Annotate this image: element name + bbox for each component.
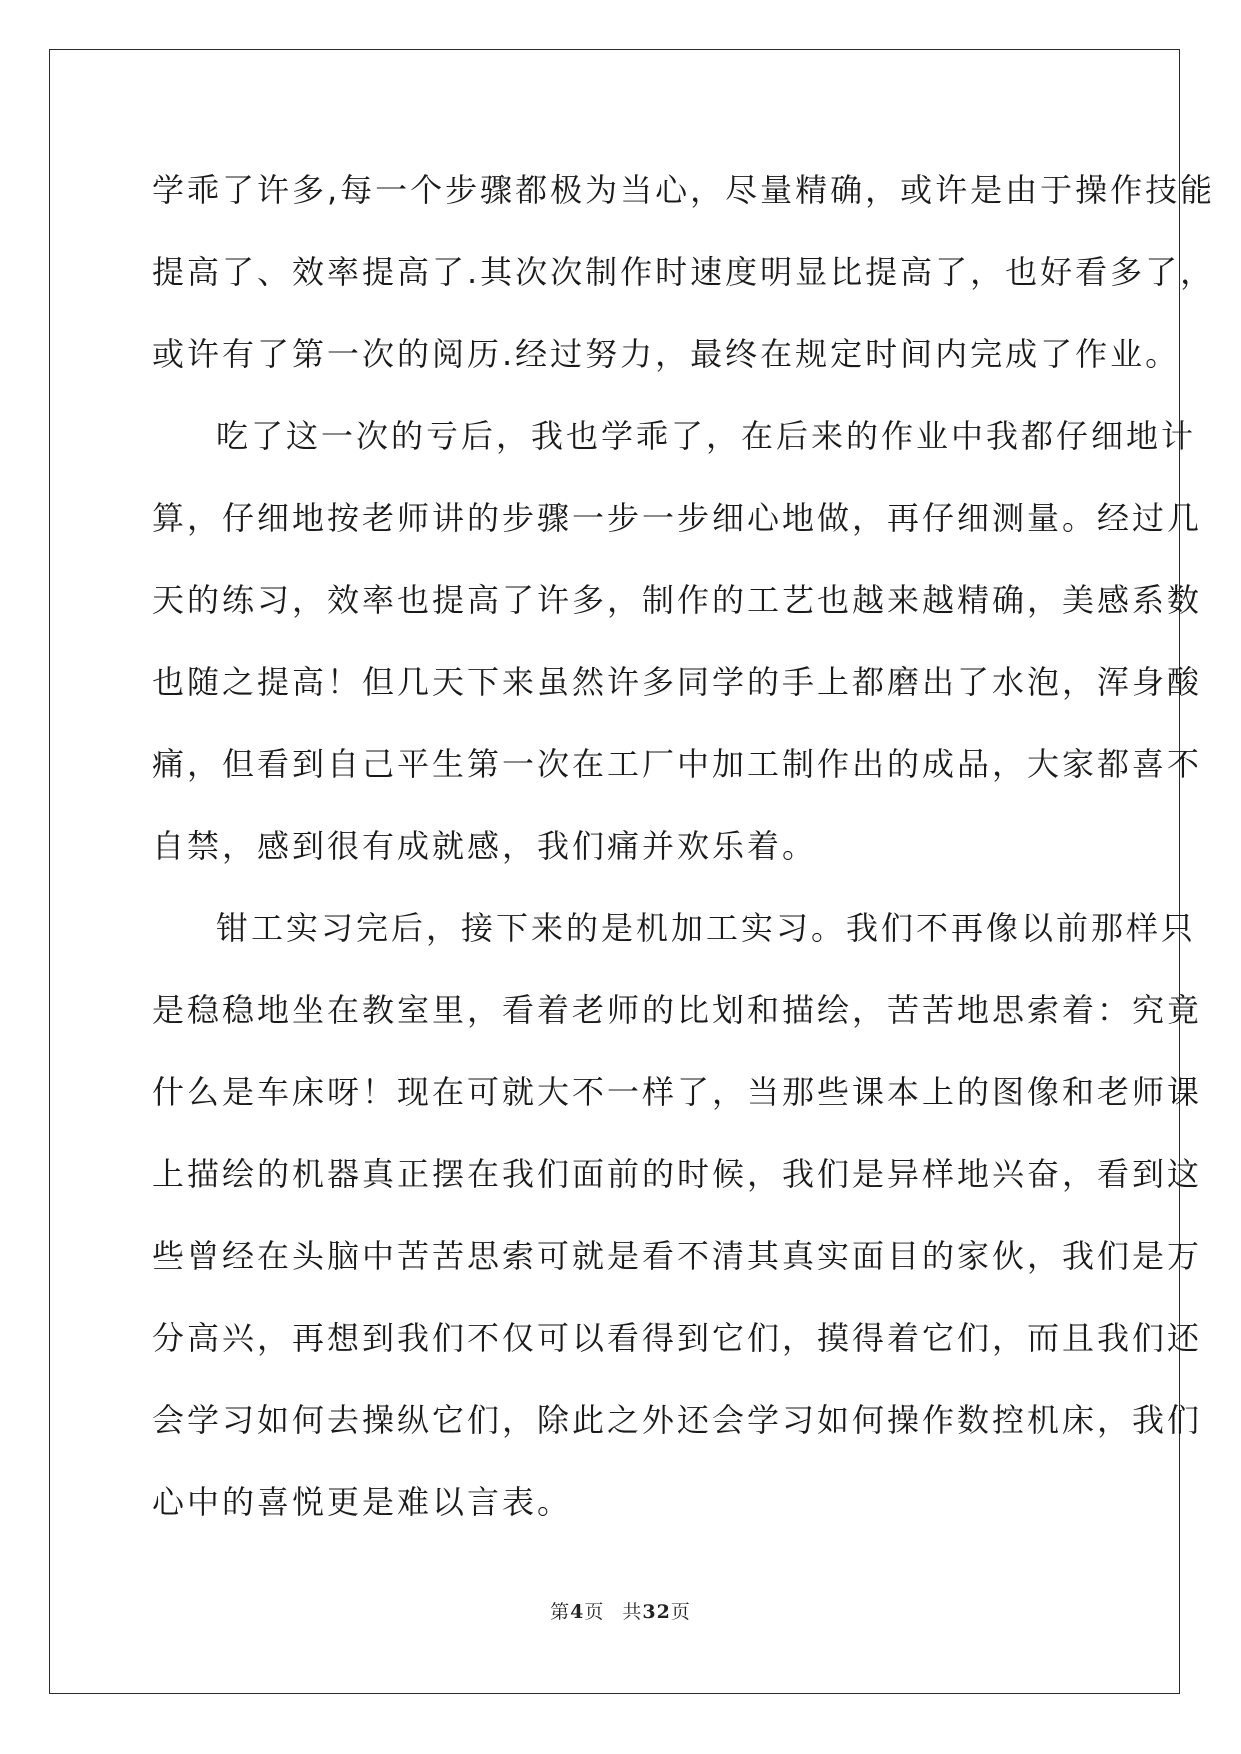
total-prefix: 共: [622, 1601, 643, 1623]
text-line: 提高了、效率提高了.其次次制作时速度明显比提高了，也好看多了，: [152, 253, 1216, 291]
page-prefix: 第: [550, 1601, 571, 1623]
text-line: 学乖了许多,每一个步骤都极为当心，尽量精确，或许是由于操作技能: [152, 171, 1216, 209]
text-line: 痛，但看到自己平生第一次在工厂中加工制作出的成品，大家都喜不: [152, 745, 1203, 783]
text-line: 也随之提高！但几天下来虽然许多同学的手上都磨出了水泡，浑身酸: [152, 663, 1203, 701]
text-line: 什么是车床呀！现在可就大不一样了，当那些课本上的图像和老师课: [152, 1073, 1203, 1111]
text-line: 天的练习，效率也提高了许多，制作的工艺也越来越精确，美感系数: [152, 581, 1203, 619]
page-footer: [0, 1597, 1241, 1624]
total-pages: 32: [642, 1601, 671, 1623]
page-number: 4: [570, 1601, 585, 1623]
text-line: 自禁，感到很有成就感，我们痛并欢乐着。: [152, 827, 818, 865]
text-line: 算，仔细地按老师讲的步骤一步一步细心地做，再仔细测量。经过几: [152, 499, 1203, 537]
text-line: 分高兴，再想到我们不仅可以看得到它们，摸得着它们，而且我们还: [152, 1319, 1203, 1357]
paragraph-first-line: 吃了这一次的亏后，我也学乖了，在后来的作业中我都仔细地计: [216, 417, 1197, 455]
text-line: 会学习如何去操纵它们，除此之外还会学习如何操作数控机床，我们: [152, 1401, 1203, 1439]
text-line: 或许有了第一次的阅历.经过努力，最终在规定时间内完成了作业。: [152, 335, 1181, 373]
text-line: 心中的喜悦更是难以言表。: [152, 1483, 573, 1521]
text-line: 是稳稳地坐在教室里，看着老师的比划和描绘，苦苦地思索着：究竟: [152, 991, 1203, 1029]
total-suffix: 页: [670, 1601, 691, 1623]
paragraph-first-line: 钳工实习完后，接下来的是机加工实习。我们不再像以前那样只: [216, 909, 1197, 947]
document-body: [152, 158, 1216, 1552]
text-line: 上描绘的机器真正摆在我们面前的时候，我们是异样地兴奋，看到这: [152, 1155, 1203, 1193]
page-suffix: 页: [584, 1601, 605, 1623]
text-line: 些曾经在头脑中苦苦思索可就是看不清其真实面目的家伙，我们是万: [152, 1237, 1203, 1275]
